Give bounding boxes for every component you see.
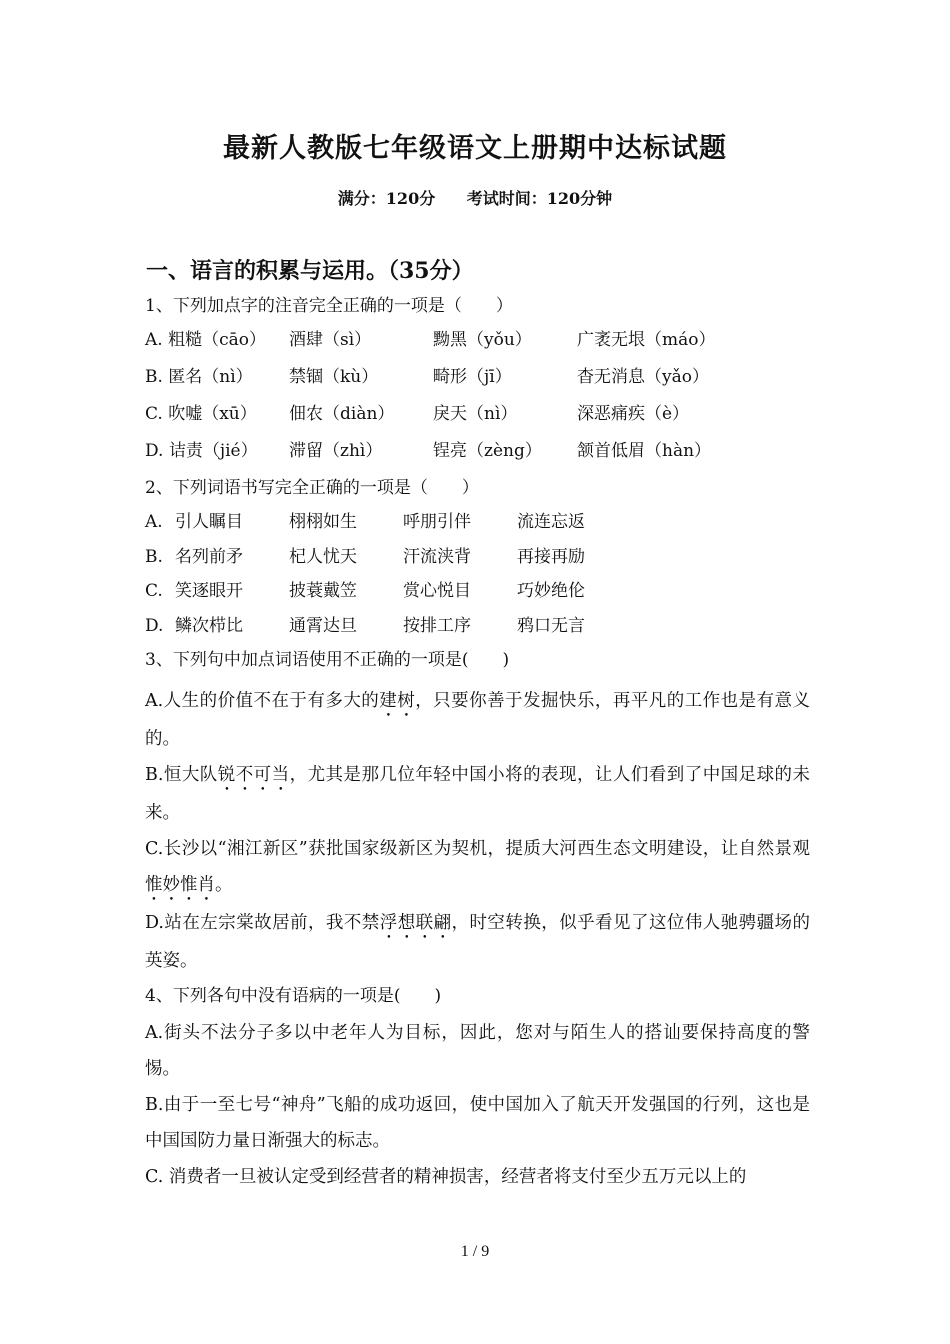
option-label: B. (145, 546, 163, 567)
q1-option-cell: 广袤无垠（máo） (577, 330, 716, 350)
q2-word: 通霄达旦 (289, 615, 357, 636)
page-number: 1 / 9 (460, 1243, 490, 1260)
question-1-stem: 1、下列加点字的注音完全正确的一项是（ ） (145, 296, 513, 316)
question-4-stem: 4、下列各句中没有语病的一项是( ) (145, 986, 442, 1006)
q3-d-dotted: 浮想联翩 (379, 913, 452, 933)
score-info: 满分：120分 (337, 189, 436, 208)
page-title: 最新人教版七年级语文上册期中达标试题 (223, 133, 727, 164)
q2-option-row (145, 507, 810, 542)
q1-option-row (145, 399, 810, 436)
option-label: A. (145, 512, 163, 532)
q2-word: 披蓑戴笠 (289, 581, 357, 601)
exam-info (0, 186, 950, 209)
q3-a-text-end: ，只要你善于发掘快乐，再平凡的工作也是有意义的。 (145, 691, 810, 749)
q1-option-cell: 锃亮（zèng） (433, 441, 542, 461)
q1-option-cell: 黝黑（yǒu） (433, 330, 532, 350)
q3-b-dotted: 锐不可当 (217, 765, 290, 785)
q1-option-row (145, 436, 810, 473)
q3-c-text: C.长沙以“湘江新区”获批国家级新区为契机，提质大河西生态文明建设，让自然景观 (145, 839, 810, 859)
q1-option-cell: A. 粗糙（cāo） (145, 330, 266, 350)
q1-option-cell: B. 匿名（nì） (145, 367, 253, 387)
q2-word: 流连忘返 (517, 512, 585, 532)
q3-d-text-end: ，时空转换，似乎看见了这位伟人驰骋疆场的英姿。 (145, 913, 810, 971)
q1-option-cell: 深恶痛疾（è） (577, 404, 690, 424)
q2-word: 呼朋引伴 (403, 512, 471, 532)
q3-d-text: D.站在左宗棠故居前，我不禁 (145, 913, 380, 933)
q3-b-text-end: ，尤其是那几位年轻中国小将的表现，让人们看到了中国足球的未来。 (145, 765, 810, 823)
q2-word: 鸦口无言 (517, 615, 585, 636)
q2-option-row (145, 576, 810, 611)
q1-option-cell: 杳无消息（yǎo） (577, 367, 709, 387)
q3-option-d (145, 905, 810, 979)
q1-option-row (145, 325, 810, 362)
q1-option-cell: C. 吹嘘（xū） (145, 404, 257, 424)
q2-word: 笑逐眼开 (175, 581, 243, 601)
q1-option-cell: 禁锢（kù） (289, 367, 379, 387)
q1-option-cell: 佃农（diàn） (289, 404, 395, 424)
q2-word: 按排工序 (403, 615, 471, 636)
q1-option-cell: 戾天（nì） (433, 404, 518, 424)
q2-word: 栩栩如生 (289, 512, 357, 532)
q4-option-a: A.街头不法分子多以中老年人为目标，因此，您对与陌生人的搭讪要保持高度的警惕。 (145, 1023, 810, 1079)
q1-option-cell: 滞留（zhì） (289, 441, 383, 461)
q3-a-dotted: 建树 (379, 691, 416, 711)
q1-option-cell: 颔首低眉（hàn） (577, 441, 712, 461)
q1-option-cell: 酒肆（sì） (289, 330, 372, 350)
q2-option-row (145, 611, 810, 646)
q4-option-c: C. 消费者一旦被认定受到经营者的精神损害，经营者将支付至少五万元以上的 (145, 1167, 747, 1187)
q3-b-text: B.恒大队 (145, 765, 218, 785)
q3-c-text-end: 。 (215, 875, 233, 895)
q4-option-b: B.由于一至七号“神舟”飞船的成功返回，使中国加入了航天开发强国的行列，这也是中国国防力量日渐强大的标志。 (145, 1095, 810, 1151)
q1-option-cell: 畸形（jī） (433, 367, 512, 387)
q1-option-row (145, 362, 810, 399)
q2-word: 引人瞩目 (175, 512, 243, 532)
question-2-stem: 2、下列词语书写完全正确的一项是（ ） (145, 478, 479, 498)
q2-word: 名列前矛 (175, 546, 243, 567)
option-label: C. (145, 581, 163, 601)
q2-option-row (145, 542, 810, 577)
q2-word: 杞人忧天 (289, 546, 357, 567)
questions (145, 291, 810, 1195)
q2-word: 赏心悦目 (403, 581, 471, 601)
q3-c-dotted: 惟妙惟肖 (145, 875, 215, 895)
q2-word: 再接再励 (517, 546, 585, 567)
q3-a-text: A.人生的价值不在于有多大的 (145, 691, 380, 711)
q2-word: 汗流浃背 (403, 546, 471, 567)
q3-option-b (145, 757, 810, 831)
time-info: 考试时间：120分钟 (466, 189, 613, 208)
q1-option-cell: D. 诘责（jié） (145, 441, 258, 461)
question-3-stem: 3、下列句中加点词语使用不正确的一项是( ) (145, 650, 510, 670)
q3-option-c (145, 831, 810, 905)
option-label: D. (145, 615, 164, 636)
q2-word: 巧妙绝伦 (517, 581, 585, 601)
q3-option-a (145, 683, 810, 757)
q2-word: 鳞次栉比 (175, 615, 243, 636)
section-heading: 一、语言的积累与运用。（35分） (146, 258, 474, 284)
